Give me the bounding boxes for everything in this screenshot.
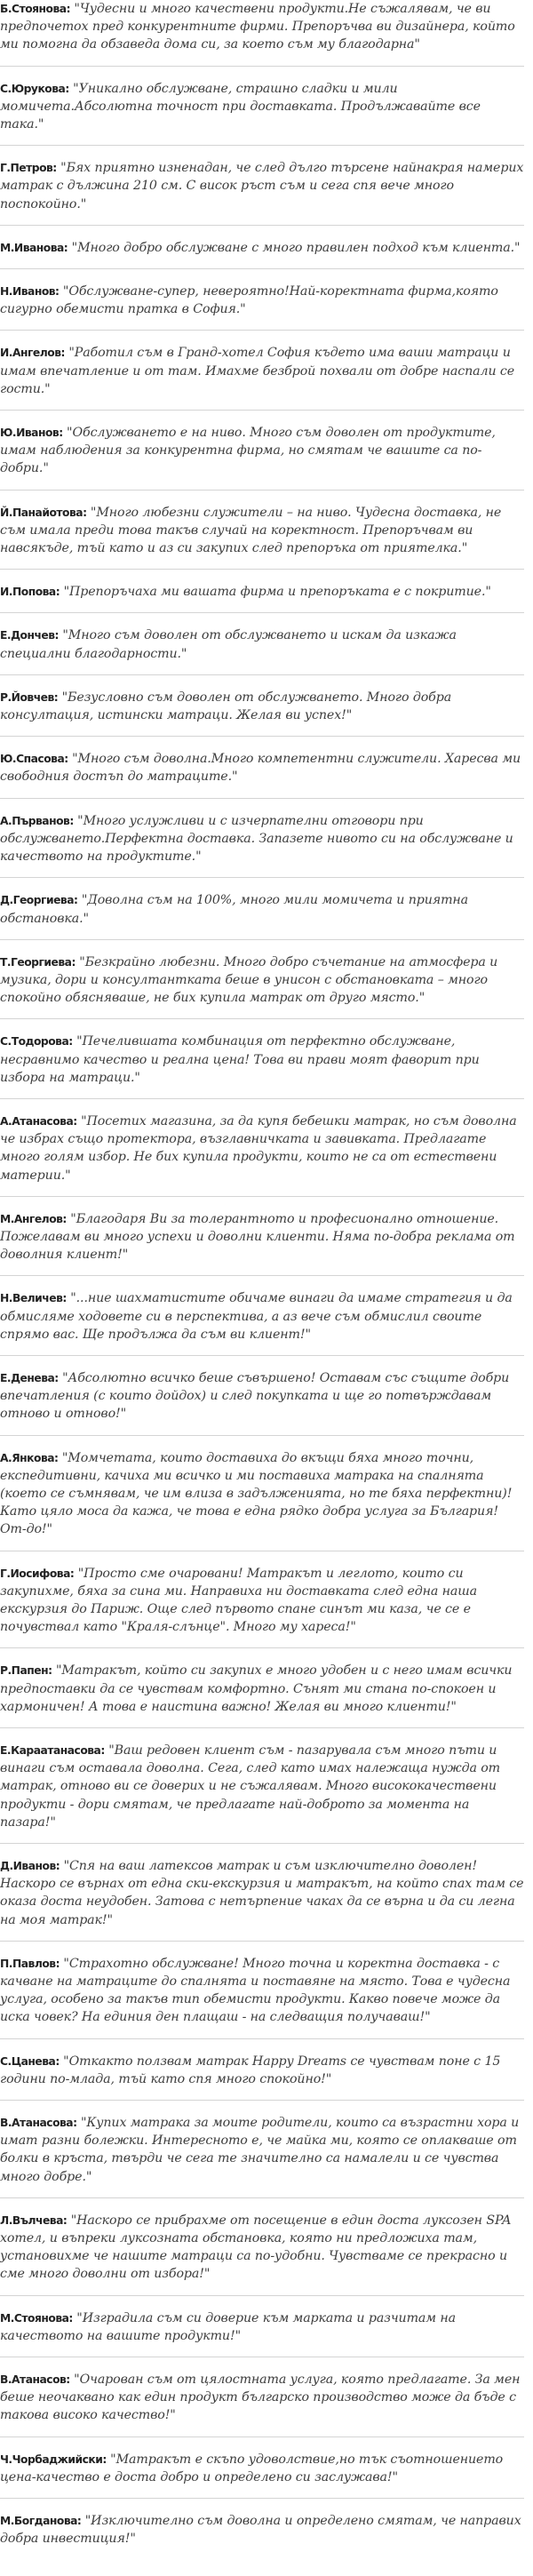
testimonial-author: Н.Величев: (0, 1292, 67, 1305)
divider (0, 330, 524, 331)
divider (0, 1435, 524, 1436)
testimonial-author: Т.Георгиева: (0, 955, 76, 969)
testimonial-author: М.Ангелов: (0, 1212, 67, 1225)
testimonial-item (0, 1742, 524, 1831)
testimonial-text (0, 344, 524, 398)
testimonial-author: А.Янкова: (0, 1451, 59, 1464)
testimonial-quote: "...ние шахматистите обичаме винаги да имаме стратегия и да обмисляме ходовете си в перспектива, а аз вече съм обмислил своите спрямо вас. Ще продължа да съм ви клиент!" (0, 1291, 513, 1342)
testimonial-text (0, 689, 524, 724)
divider (0, 2498, 524, 2499)
testimonial-author: Г.Иосифова: (0, 1567, 75, 1580)
testimonial-item (0, 750, 524, 786)
testimonial-item (0, 626, 524, 662)
divider (0, 2436, 524, 2437)
testimonial-item (0, 1113, 524, 1184)
testimonial-text (0, 1033, 524, 1087)
testimonial-text (0, 424, 524, 478)
testimonial-item (0, 0, 524, 54)
testimonial-text (0, 1369, 524, 1424)
testimonial-author: А.Атанасова: (0, 1114, 77, 1128)
testimonial-item (0, 344, 524, 398)
testimonial-author: Е.Денева: (0, 1371, 59, 1384)
testimonial-text (0, 2451, 524, 2486)
testimonial-item (0, 1662, 524, 1716)
testimonial-item (0, 80, 524, 134)
testimonial-text (0, 1210, 524, 1264)
divider (0, 877, 524, 878)
testimonial-item (0, 2451, 524, 2486)
testimonial-quote: "Много услужливи и с изчерпателни отговори при обслужването.Перфектна доставка. Запазете нивото си на обслужване и качеството на продуктите." (0, 813, 513, 865)
testimonial-quote: "Печелившата комбинация от перфектно обслужване, несравнимо качество и реална цена! Това ви прави моят фаворит при избора на матраци." (0, 1034, 480, 1085)
testimonial-quote: "Купих матрака за моите родители, които са възрастни хора и имат разни болежки. Интересното е, че майка ми, която се оплакваше от болки в кръста, твърди че сега те значително са намалели и се чувства много добре." (0, 2116, 520, 2184)
testimonial-author: И.Попова: (0, 586, 60, 599)
testimonial-quote: "Обслужването е на ниво. Много съм доволен от продуктите, имам наблюдения за конкурентна фирма, но смятам че вашите са по-добри." (0, 426, 496, 476)
testimonial-quote: "Чудесни и много качествени продукти.Не съжалявам, че ви предпочетох пред конкурентните фирми. Препоръчва ви дизайнера, който ми помогна да обзаведа дома си, за което съм му благодарна" (0, 2, 515, 52)
testimonial-quote: "Посетих магазина, за да купя бебешки матрак, но съм доволна че избрах също протектора, възглавничката и завивката. Предлагате много голям избор. Не бих купила продукти, които не са от естествени материи." (0, 1113, 517, 1183)
testimonial-text (0, 2212, 524, 2284)
divider (0, 2038, 524, 2039)
testimonial-item (0, 504, 524, 558)
testimonial-text (0, 0, 524, 54)
testimonial-author: И.Ангелов: (0, 347, 65, 360)
divider (0, 145, 524, 146)
testimonial-text (0, 1565, 524, 1637)
testimonial-quote: "Ваш редовен клиент съм - пазарувала съм много пъти и винаги съм оставала доволна. Сега, след като имах належаща нужда от матрак, отново ви се доверих и не съжалявам. Много висококачествени продукти - дори смятам, че предлагате най-доброто за момента на пазара!" (0, 1743, 501, 1830)
testimonial-author: М.Иванова: (0, 241, 68, 254)
testimonial-item (0, 283, 524, 318)
testimonial-quote: "Безусловно съм доволен от обслужването. Много добра консултация, истински матраци. Желая ви успех!" (0, 690, 452, 723)
testimonial-text (0, 812, 524, 866)
testimonial-quote: "Наскоро се прибрахме от посещение в един доста луксозен SPA хотел, и въпреки луксозната обстановка, която ни предложиха там, установихме че нашите матраци са по-удобни. Чувстваме се прекрасно и сме много доволни от избора!" (0, 2213, 512, 2282)
testimonial-text (0, 159, 524, 213)
testimonial-item (0, 1033, 524, 1087)
divider (0, 569, 524, 570)
testimonial-item (0, 2053, 524, 2088)
testimonial-text (0, 750, 524, 786)
testimonial-quote: "Откакто ползвам матрак Happy Dreams се чувствам поне с 15 години по-млада, тъй като спя много спокойно!" (0, 2054, 501, 2086)
testimonial-item (0, 424, 524, 478)
divider (0, 1843, 524, 1844)
divider (0, 798, 524, 799)
divider (0, 225, 524, 226)
testimonial-text (0, 1289, 524, 1344)
testimonial-text (0, 2512, 524, 2548)
testimonial-text (0, 953, 524, 1008)
divider (0, 1727, 524, 1728)
testimonial-quote: "Изградила съм си доверие към марката и разчитам на качеството на вашите продукти!" (0, 2310, 456, 2343)
divider (0, 2100, 524, 2101)
testimonial-author: М.Богданова: (0, 2515, 82, 2528)
testimonial-quote: "Матракът, който си закупих е много удобен и с него имам всички предпоставки да се чувствам комфортно. Сънят ми стана по-спокоен и хармоничен! А това е наистина важно! Желая ви много клиенти!" (0, 1663, 513, 1714)
testimonial-item (0, 953, 524, 1008)
testimonial-text (0, 891, 524, 927)
testimonial-author: П.Павлов: (0, 1957, 60, 1970)
divider (0, 939, 524, 940)
testimonial-item (0, 1565, 524, 1637)
divider (0, 268, 524, 269)
testimonial-item (0, 1449, 524, 1539)
divider (0, 1355, 524, 1356)
testimonial-quote: "Доволна съм на 100%, много мили момичета и приятна обстановка." (0, 893, 469, 926)
divider (0, 1941, 524, 1942)
testimonial-author: М.Стоянова: (0, 2311, 73, 2325)
testimonial-author: Д.Георгиева: (0, 894, 78, 907)
divider (0, 410, 524, 411)
divider (0, 2197, 524, 2198)
testimonial-text (0, 2309, 524, 2345)
testimonial-quote: "Много съм доволна.Много компетентни служители. Харесва ми свободния достъп до матраците." (0, 752, 521, 785)
divider (0, 1196, 524, 1197)
testimonial-author: Р.Йовчев: (0, 690, 59, 704)
testimonial-text (0, 1955, 524, 2027)
testimonial-author: С.Тодорова: (0, 1035, 73, 1049)
divider (0, 1275, 524, 1276)
testimonial-item (0, 812, 524, 866)
testimonial-item (0, 2512, 524, 2548)
testimonial-item (0, 1369, 524, 1424)
testimonial-item (0, 689, 524, 724)
testimonial-quote: "Много съм доволен от обслужването и искам да изкажа специални благодарности." (0, 628, 457, 661)
testimonial-quote: "Очарован съм от цялостната услуга, която предлагате. За мен беше неочаквано как един продукт българско производство може да бъде с такова високо качество!" (0, 2373, 521, 2423)
divider (0, 612, 524, 613)
testimonial-quote: "Обслужване-супер, невероятно!Най-коректната фирма,която сигурно обемисти пратка в София." (0, 284, 498, 317)
testimonial-item (0, 1857, 524, 1929)
testimonial-author: Й.Панайотова: (0, 506, 87, 519)
testimonial-text (0, 626, 524, 662)
testimonial-quote: "Просто сме очаровани! Матракът и леглото, които си закупихме, бяха за сина ми. Направиха ни доставката след една наша екскурзия до Париж. Още след първото спане синът ми каза, че се е почувствал като "Краля-слънце". Много му хареса!" (0, 1566, 477, 1635)
testimonial-item (0, 2371, 524, 2425)
testimonial-author: Н.Иванов: (0, 285, 60, 299)
testimonial-quote: "Бях приятно изненадан, че след дълго търсене найнакрая намерих матрак с дължина 210 см. С висок ръст съм и сега спя вече много поспокойно." (0, 161, 524, 211)
testimonial-quote: "Уникално обслужване, страшно сладки и мили момичета.Абсолютна точност при доставката. Продължавайте все така." (0, 81, 481, 132)
testimonial-quote: "Спя на ваш латексов матрак и съм изключително доволен! Наскоро се върнах от една ски-екскурзия и матракът, на който спах там се оказа доста неудобен. Затова с нетърпение чаках да се върна и да си легна на моя матрак!" (0, 1859, 524, 1927)
testimonial-author: Л.Вълчева: (0, 2213, 68, 2227)
divider (0, 66, 524, 67)
divider (0, 1098, 524, 1099)
testimonial-item (0, 1955, 524, 2027)
testimonial-text (0, 2114, 524, 2186)
testimonial-item (0, 1210, 524, 1264)
testimonial-author: Р.Папен: (0, 1664, 52, 1678)
testimonial-quote: "Благодаря Ви за толерантното и професионално отношение. Пожелавам ви много успехи и доволни клиенти. Няма по-добра реклама от доволния клиент!" (0, 1211, 515, 1263)
testimonial-author: В.Атанасова: (0, 2117, 77, 2130)
testimonial-text (0, 80, 524, 134)
testimonial-text (0, 504, 524, 558)
testimonial-author: Ч.Чорбаджийски: (0, 2452, 107, 2466)
testimonial-text (0, 1662, 524, 1716)
testimonial-author: Б.Стоянова: (0, 3, 70, 15)
testimonial-quote: "Матракът е скъпо удоволствие,но тък съотношението цена-качество е доста добро и определено си заслужава!" (0, 2452, 504, 2484)
testimonial-author: В.Атанасов: (0, 2373, 70, 2387)
testimonial-text (0, 1113, 524, 1184)
testimonial-text (0, 239, 524, 257)
testimonial-item (0, 1289, 524, 1344)
testimonial-quote: "Момчетата, които доставиха до вкъщи бяха много точни, експедитивни, качиха ми всичко и ми поставиха матрака на спалнята (което се съмнявам, че им влиза в задълженията, но те бяха перфектни)! Като цяло моса да кажа, че това е една рядко добра услуга за България! От-до!" (0, 1450, 513, 1537)
testimonial-text (0, 1449, 524, 1539)
divider (0, 1018, 524, 1019)
testimonial-author: Ю.Спасова: (0, 753, 68, 766)
testimonial-author: С.Цанева: (0, 2054, 60, 2068)
testimonial-item (0, 159, 524, 213)
testimonial-author: Ю.Иванов: (0, 427, 63, 440)
testimonial-author: Е.Караатанасова: (0, 1744, 105, 1757)
testimonial-quote: "Работил съм в Гранд-хотел София където има ваши матраци и имам впечатление и от там. Имахме безброй похвали от добре наспали се гости." (0, 346, 515, 396)
testimonial-author: Д.Иванов: (0, 1860, 60, 1873)
testimonial-author: А.Първанов: (0, 814, 74, 827)
testimonial-text (0, 1857, 524, 1929)
testimonial-text (0, 2053, 524, 2088)
testimonial-text (0, 283, 524, 318)
testimonial-text (0, 583, 524, 601)
testimonial-author: Г.Петров: (0, 162, 57, 175)
testimonial-quote: "Изключително съм доволна и определено смятам, че направих добра инвестиция!" (0, 2514, 521, 2547)
testimonial-author: Е.Дончев: (0, 629, 59, 642)
divider (0, 2295, 524, 2296)
divider (0, 674, 524, 675)
testimonial-item (0, 2114, 524, 2186)
testimonial-author: С.Юрукова: (0, 82, 69, 95)
testimonial-quote: "Безкрайно любезни. Много добро съчетание на атмосфера и музика, дори и консултантката беше в унисон с обстановката – много спокойно обясняваше, не бих купила матрак от друго място." (0, 954, 498, 1006)
testimonial-quote: "Абсолютно всичко беше съвършено! Оставам със същите добри впечатления (с които дойдох) и след покупката и ще го потвърждавам отново и отново!" (0, 1370, 510, 1422)
divider (0, 1647, 524, 1648)
testimonial-item (0, 239, 524, 257)
testimonial-item (0, 891, 524, 927)
testimonial-quote: "Страхотно обслужване! Много точна и коректна доставка - с качване на матраците до спалнята и поставяне на място. Това е чудесна услуга, особено за такъв тип обемисти продукти. Какво повече може да иска човек? На единия ден плащаш - на следващия получаваш!" (0, 1956, 511, 2025)
testimonial-text (0, 2371, 524, 2425)
testimonial-quote: "Препоръчаха ми вашата фирма и препоръката е с покритие." (63, 585, 491, 600)
testimonial-item (0, 2309, 524, 2345)
divider (0, 736, 524, 737)
testimonial-text (0, 1742, 524, 1831)
testimonial-quote: "Много добро обслужване с много правилен подход към клиента." (71, 240, 521, 255)
testimonial-item (0, 583, 524, 601)
testimonial-quote: "Много любезни служители – на ниво. Чудесна доставка, не съм имала преди това такъв случай на коректност. Препоръчвам ви навсякъде, тъй като и аз си закупих след препоръка от приятелка." (0, 505, 502, 556)
testimonial-item (0, 2212, 524, 2284)
